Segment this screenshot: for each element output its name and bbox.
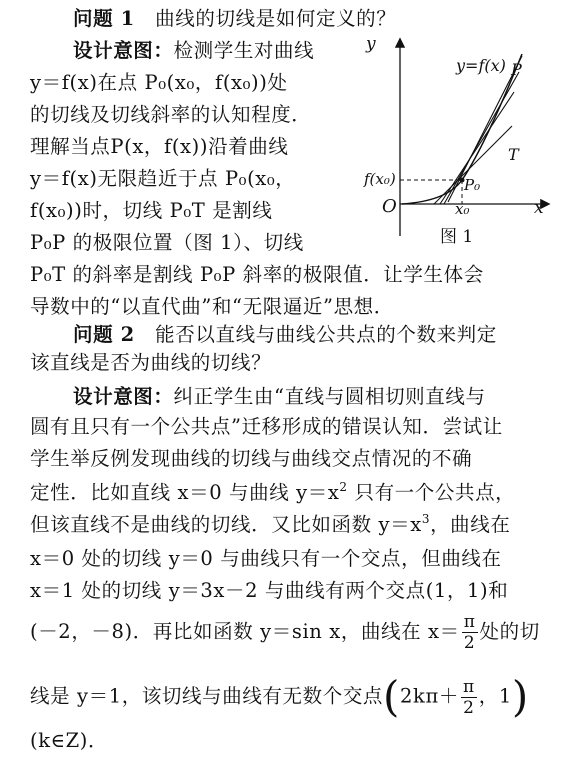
design-2-text-9b: 2kπ＋ [400, 684, 459, 708]
left-paren: ( [383, 672, 401, 721]
design-1-line-3: 的切线及切线斜率的认知程度． [30, 103, 312, 126]
fx0-label: f(x₀) [364, 170, 396, 188]
point-p-label: P [511, 60, 522, 79]
question-1 [73, 6, 396, 32]
question-2-heading: 问题 2 [73, 323, 135, 346]
design-2-text-8a: (－2，－8)．再比如函数 y＝sin x，曲线在 x＝ [30, 620, 460, 643]
design-1-line-8: P₀T 的斜率是割线 P₀P 斜率的极限值．让学生体会 [30, 263, 484, 286]
design-2-text-5b: ，曲线在 [430, 513, 511, 536]
design-1-line-9: 导数中的“以直代曲”和“无限逼近”思想． [30, 295, 394, 318]
fraction-denominator: 2 [463, 633, 476, 653]
question-1-heading: 问题 1 [73, 7, 135, 30]
figure-1-caption: 图 1 [440, 227, 474, 247]
x0-label: x₀ [455, 200, 470, 218]
curve-label: y=f(x) [456, 56, 506, 75]
design-1-label: 设计意图： [73, 39, 174, 62]
secant-line-2 [444, 72, 519, 204]
question-2-text-1: 能否以直线与曲线公共点的个数来判定 [155, 323, 497, 346]
design-2-line-9 [30, 672, 529, 721]
exponent-3: 3 [421, 512, 431, 526]
design-2-text-9a: 线是 y＝1，该切线与曲线有无数个交点 [30, 684, 384, 708]
design-2-text-1: 纠正学生由“直线与圆相切则直线与 [173, 385, 486, 408]
design-1-line-5: y＝f(x)无限趋近于点 P₀(x₀， [30, 167, 296, 190]
design-2-text-5a: 但该直线不是曲线的切线．又比如函数 y＝x [30, 513, 422, 536]
origin-label: O [382, 196, 397, 217]
design-2-label: 设计意图： [73, 385, 174, 408]
right-paren: ) [511, 672, 529, 721]
design-1-line-4: 理解当点P(x，f(x))沿着曲线 [30, 135, 289, 158]
design-1-line-1 [73, 38, 314, 64]
design-2-line-7: x＝1 处的切线 y＝3x－2 与曲线有两个交点(1，1)和 [30, 579, 509, 602]
question-2-text-2: 该直线是否为曲线的切线？ [30, 351, 272, 374]
fraction-pi-over-2 [462, 612, 478, 653]
design-2-line-3: 学生举反例发现曲线的切线与曲线交点情况的不确 [30, 447, 473, 470]
y-axis-label: y [366, 34, 376, 54]
design-1-text-1: 检测学生对曲线 [173, 39, 315, 62]
fraction-numerator: π [463, 612, 476, 632]
design-1-line-6: f(x₀))时，切线 P₀T 是割线 [30, 199, 273, 222]
point-p0-label: P₀ [464, 176, 481, 194]
fraction-numerator-b: π [462, 676, 475, 697]
question-1-text: 曲线的切线是如何定义的？ [155, 7, 397, 30]
design-1-line-7: P₀P 的极限位置（图 1）、切线 [30, 231, 304, 254]
fraction-denominator-b: 2 [463, 697, 475, 718]
exponent-2: 2 [339, 480, 348, 494]
fraction-pi-over-2-b [461, 677, 477, 718]
design-2-line-8 [30, 612, 540, 653]
design-2-line-5 [30, 512, 510, 538]
design-2-line-4 [30, 480, 515, 506]
design-2-line-10: (k∈Z)． [30, 729, 109, 752]
design-2-text-8b: 处的切 [479, 620, 540, 643]
design-2-line-6: x＝0 处的切线 y＝0 与曲线只有一个交点，但曲线在 [30, 547, 502, 570]
design-1-line-2: y＝f(x)在点 P₀(x₀，f(x₀))处 [30, 71, 288, 94]
design-2-text-4b: 只有一个公共点， [347, 481, 516, 504]
question-2 [73, 322, 497, 348]
x-axis-label: x [534, 198, 544, 218]
design-2-text-4a: 定性．比如直线 x＝0 与曲线 y＝x [30, 481, 340, 504]
point-t-label: T [508, 145, 519, 164]
design-2-line-1 [73, 384, 486, 410]
design-2-line-2: 圆有且只有一个公共点”迁移形成的错误认知．尝试让 [30, 415, 503, 438]
design-2-text-9c: ，1 [478, 684, 512, 708]
